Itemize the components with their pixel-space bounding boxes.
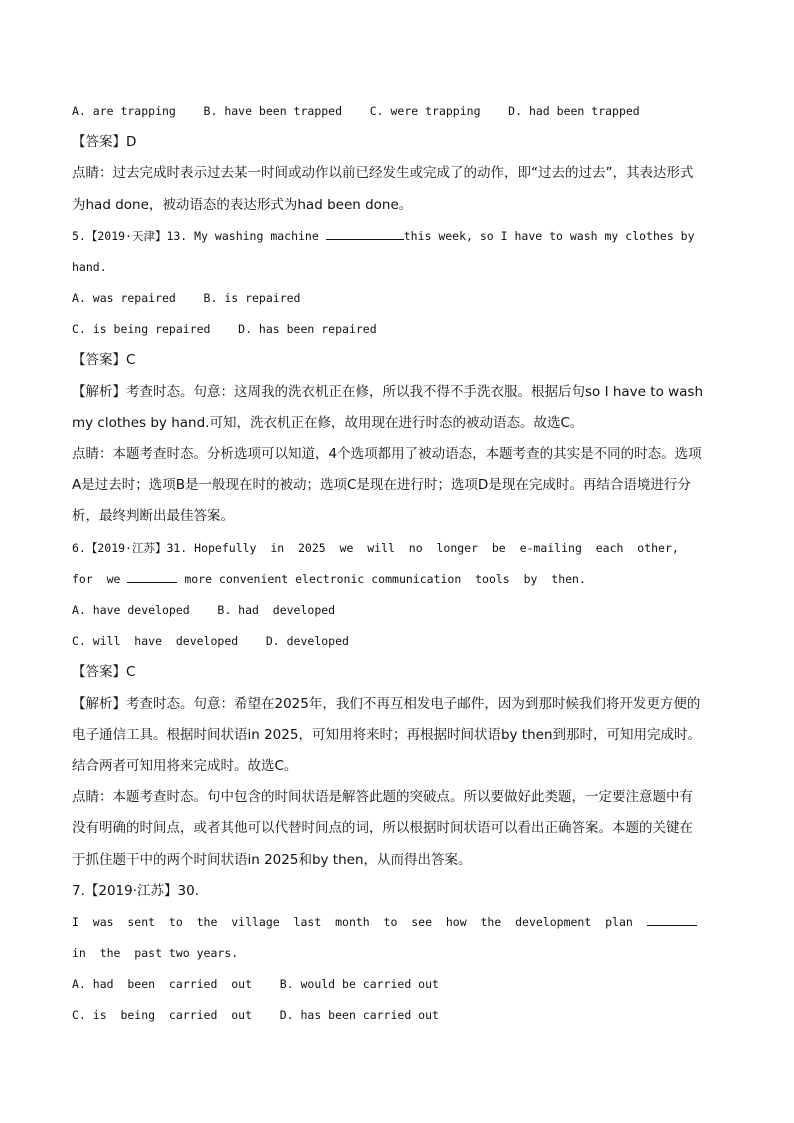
q5-note-line3: 析，最终判断出最佳答案。 <box>72 508 234 524</box>
q7-options-ab: A. had been carried out B. would be carried out <box>72 977 439 991</box>
q6-stem-part1: for we <box>72 572 128 586</box>
q6-options-cd: C. will have developed D. developed <box>72 634 349 648</box>
q7-stem-part1: I was sent to the village last month to see how the development plan <box>72 915 633 929</box>
q6-analysis-line3: 结合两者可知用将来完成时。故选C。 <box>72 758 298 774</box>
q6-stem-part2: more convenient electronic communication tools by then. <box>177 572 586 586</box>
q5-answer: 【答案】C <box>72 352 136 368</box>
q7-stem-line2: in the past two years. <box>72 946 239 960</box>
q5-blank <box>326 228 404 240</box>
q5-options-cd: C. is being repaired D. has been repaired <box>72 322 377 336</box>
q5-stem-part1: 5.【2019·天津】13. My washing machine <box>72 229 326 243</box>
q5-stem-line2: hand. <box>72 260 107 274</box>
q5-analysis-line2: my clothes by hand.可知，洗衣机正在修，故用现在进行时态的被动语态。故选C。 <box>72 415 584 431</box>
q6-note-line2: 没有明确的时间点，或者其他可以代替时间点的词，所以根据时间状语可以看出正确答案。本题的关键在 <box>72 820 693 836</box>
q7-stem-line1 <box>72 914 728 930</box>
q4-note-line1: 点睛：过去完成时表示过去某一时间或动作以前已经发生或完成了的动作，即“过去的过去”，其表达形式 <box>72 165 694 181</box>
q6-options-ab: A. have developed B. had developed <box>72 603 336 617</box>
q4-note-line2: 为had done，被动语态的表达形式为had been done。 <box>72 197 413 213</box>
q6-note-line3: 于抓住题干中的两个时间状语in 2025和by then，从而得出答案。 <box>72 852 472 868</box>
q5-stem-line1 <box>72 228 728 244</box>
q5-stem-part2: this week, so I have to wash my clothes by <box>403 229 695 243</box>
q6-note-line1: 点睛：本题考查时态。句中包含的时间状语是解答此题的突破点。所以要做好此类题，一定要注意题中有 <box>72 789 693 805</box>
q6-analysis-line2: 电子通信工具。根据时间状语in 2025，可知用将来时；再根据时间状语by then到那时，可知用完成时。 <box>72 727 702 743</box>
q5-note-line1: 点睛：本题考查时态。分析选项可以知道，4个选项都用了被动语态，本题考查的其实是不同的时态。选项 <box>72 446 702 462</box>
q6-stem-line2 <box>72 571 728 587</box>
q5-analysis-line1: 【解析】考查时态。句意：这周我的洗衣机正在修，所以我不得不手洗衣服。根据后句so I have to wash <box>72 384 704 400</box>
q5-options-ab: A. was repaired B. is repaired <box>72 291 301 305</box>
q6-stem-line1: 6.【2019·江苏】31. Hopefully in 2025 we will no longer be e-mailing each other, <box>72 541 679 555</box>
q7-header: 7.【2019·江苏】30. <box>72 883 199 899</box>
q4-options: A. are trapping B. have been trapped C. were trapping D. had been trapped <box>72 104 640 118</box>
q7-blank <box>647 914 697 926</box>
q4-answer: 【答案】D <box>72 134 137 150</box>
q6-blank <box>127 571 177 583</box>
q5-note-line2: A是过去时；选项B是一般现在时的被动；选项C是现在进行时；选项D是现在完成时。再结合语境进行分 <box>72 477 691 493</box>
q6-analysis-line1: 【解析】考查时态。句意：希望在2025年，我们不再互相发电子邮件，因为到那时候我们将开发更方便的 <box>72 696 701 712</box>
q7-options-cd: C. is being carried out D. has been carried out <box>72 1008 439 1022</box>
q6-answer: 【答案】C <box>72 664 136 680</box>
